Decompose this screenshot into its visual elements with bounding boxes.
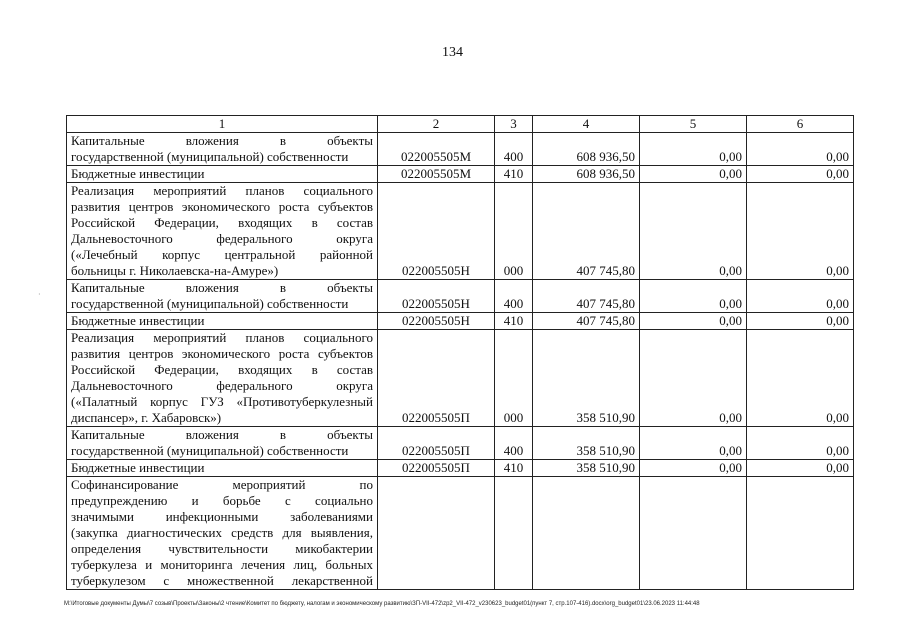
row-amount-col6: 0,00	[747, 330, 854, 427]
row-target-code: 022005505П	[378, 427, 495, 460]
table-row	[67, 133, 854, 166]
table-row	[67, 313, 854, 330]
description-line: туберкулезом с множественной лекарственной	[71, 573, 373, 588]
row-amount-col5: 0,00	[640, 183, 747, 280]
row-amount-col5: 0,00	[640, 280, 747, 313]
row-amount-col5: 0,00	[640, 330, 747, 427]
description-line: («Лечебный корпус центральной районной	[71, 247, 373, 262]
row-description	[67, 330, 378, 427]
table-row	[67, 280, 854, 313]
description-line: государственной (муниципальной) собственности	[71, 443, 349, 458]
row-expense-type: 410	[495, 166, 533, 183]
description-line: Бюджетные инвестиции	[71, 313, 205, 328]
budget-table-body	[67, 116, 854, 590]
row-amount-col4	[533, 477, 640, 590]
row-amount-col4: 407 745,80	[533, 183, 640, 280]
description-line: туберкулеза и мониторинга лечения лиц, больных	[71, 557, 373, 572]
column-header-6: 6	[747, 116, 854, 133]
column-header-5: 5	[640, 116, 747, 133]
row-target-code: 022005505М	[378, 133, 495, 166]
row-target-code	[378, 477, 495, 590]
description-line: Реализация мероприятий планов социального	[71, 330, 373, 345]
row-expense-type	[495, 477, 533, 590]
margin-mark: ·	[38, 290, 41, 299]
row-expense-type: 400	[495, 133, 533, 166]
row-target-code: 022005505Н	[378, 183, 495, 280]
row-amount-col6: 0,00	[747, 280, 854, 313]
description-line: (закупка диагностических средств для выявления,	[71, 525, 373, 540]
row-amount-col6	[747, 477, 854, 590]
column-header-3: 3	[495, 116, 533, 133]
row-amount-col5: 0,00	[640, 427, 747, 460]
row-amount-col5	[640, 477, 747, 590]
table-row	[67, 427, 854, 460]
row-description	[67, 133, 378, 166]
row-target-code: 022005505М	[378, 166, 495, 183]
description-line: Софинансирование мероприятий по	[71, 477, 373, 492]
row-amount-col4: 608 936,50	[533, 166, 640, 183]
row-amount-col6: 0,00	[747, 427, 854, 460]
row-amount-col6: 0,00	[747, 183, 854, 280]
row-amount-col4: 358 510,90	[533, 427, 640, 460]
description-line: развития центров экономического роста субъектов	[71, 346, 373, 361]
description-line: Дальневосточного федерального округа	[71, 378, 373, 393]
description-line: Бюджетные инвестиции	[71, 460, 205, 475]
row-description	[67, 477, 378, 590]
row-description	[67, 313, 378, 330]
row-description	[67, 280, 378, 313]
budget-table	[66, 115, 854, 590]
row-expense-type: 400	[495, 280, 533, 313]
description-line: предупреждению и борьбе с социально	[71, 493, 373, 508]
row-target-code: 022005505П	[378, 330, 495, 427]
row-expense-type: 400	[495, 427, 533, 460]
column-header-1: 1	[67, 116, 378, 133]
table-row	[67, 477, 854, 590]
table-row	[67, 460, 854, 477]
description-line: Дальневосточного федерального округа	[71, 231, 373, 246]
description-line: Российской Федерации, входящих в состав	[71, 362, 373, 377]
row-amount-col5: 0,00	[640, 133, 747, 166]
column-header-4: 4	[533, 116, 640, 133]
description-line: значимыми инфекционными заболеваниями	[71, 509, 373, 524]
description-line: определения чувствительности микобактерии	[71, 541, 373, 556]
description-line: развития центров экономического роста субъектов	[71, 199, 373, 214]
row-amount-col4: 407 745,80	[533, 280, 640, 313]
row-description	[67, 183, 378, 280]
description-line: («Палатный корпус ГУЗ «Противотуберкулезный	[71, 394, 373, 409]
description-line: Российской Федерации, входящих в состав	[71, 215, 373, 230]
description-line: Капитальные вложения в объекты	[71, 280, 373, 295]
description-line: больницы г. Николаевска-на-Амуре»)	[71, 263, 279, 278]
row-target-code: 022005505Н	[378, 313, 495, 330]
description-line: государственной (муниципальной) собственности	[71, 296, 349, 311]
row-description	[67, 166, 378, 183]
row-amount-col5: 0,00	[640, 166, 747, 183]
row-amount-col4: 358 510,90	[533, 460, 640, 477]
row-amount-col5: 0,00	[640, 460, 747, 477]
column-header-2: 2	[378, 116, 495, 133]
table-row	[67, 330, 854, 427]
row-description	[67, 427, 378, 460]
table-header-row	[67, 116, 854, 133]
row-amount-col6: 0,00	[747, 460, 854, 477]
table-row	[67, 183, 854, 280]
row-expense-type: 410	[495, 460, 533, 477]
description-line: диспансер», г. Хабаровск»)	[71, 410, 222, 425]
row-amount-col4: 407 745,80	[533, 313, 640, 330]
row-expense-type: 000	[495, 330, 533, 427]
row-expense-type: 000	[495, 183, 533, 280]
page-number: 134	[442, 45, 463, 60]
row-amount-col4: 358 510,90	[533, 330, 640, 427]
row-amount-col5: 0,00	[640, 313, 747, 330]
table-row	[67, 166, 854, 183]
row-target-code: 022005505П	[378, 460, 495, 477]
row-amount-col6: 0,00	[747, 133, 854, 166]
row-expense-type: 410	[495, 313, 533, 330]
description-line: Капитальные вложения в объекты	[71, 427, 373, 442]
row-amount-col6: 0,00	[747, 313, 854, 330]
file-path-footer: М:\Итоговые документы Думы\7 созыв\Проекты\Законы\2 чтение\Комитет по бюджету, налогам и экономическому развитию\ЗП-VII-472\zp2_VII-472_v230623_budget01(пункт 7, стр.107-416).docx\org_budget01\23.06.2023 11:44:48	[64, 601, 700, 607]
description-line: государственной (муниципальной) собственности	[71, 149, 349, 164]
description-line: Капитальные вложения в объекты	[71, 133, 373, 148]
row-amount-col6: 0,00	[747, 166, 854, 183]
description-line: Реализация мероприятий планов социального	[71, 183, 373, 198]
row-target-code: 022005505Н	[378, 280, 495, 313]
row-amount-col4: 608 936,50	[533, 133, 640, 166]
description-line: Бюджетные инвестиции	[71, 166, 205, 181]
row-description	[67, 460, 378, 477]
